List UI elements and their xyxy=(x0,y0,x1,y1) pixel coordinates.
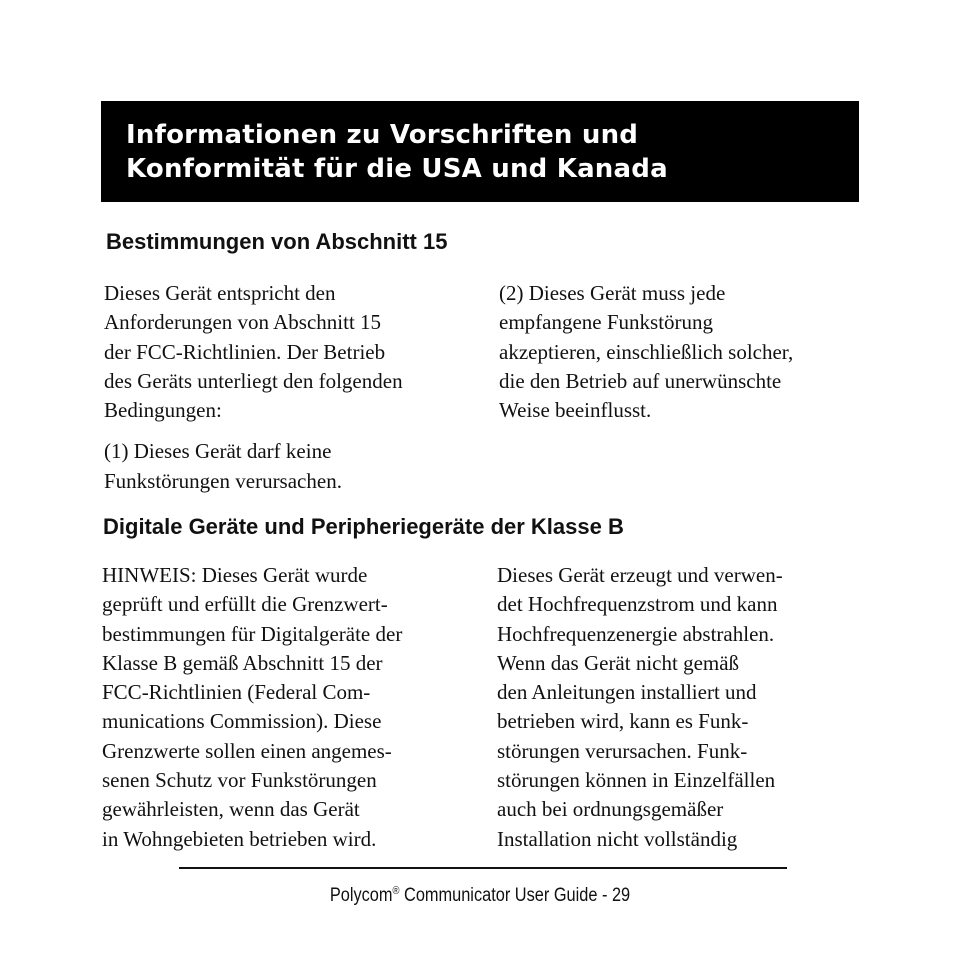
text-line: (1) Dieses Gerät darf keine xyxy=(104,439,332,464)
section-banner xyxy=(101,101,859,202)
footer-brand: Polycom xyxy=(329,885,393,906)
text-line: Weise beeinflusst. xyxy=(499,398,652,423)
text-line: Wenn das Gerät nicht gemäß xyxy=(497,650,740,675)
text-line: bestimmungen für Digitalgeräte der xyxy=(102,621,403,646)
registered-trademark-symbol: ® xyxy=(392,885,400,897)
footer-guide-title-page-number: Communicator User Guide - 29 xyxy=(399,885,631,906)
part15-intro-paragraph xyxy=(104,279,484,425)
text-line: gewährleisten, wenn das Gerät xyxy=(102,797,360,822)
footer-divider xyxy=(179,867,787,869)
text-line: Dieses Gerät erzeugt und verwen- xyxy=(497,563,783,587)
section-heading-part15: Bestimmungen von Abschnitt 15 xyxy=(106,229,448,254)
text-line: Dieses Gerät entspricht den xyxy=(104,281,336,305)
section-heading-class-b: Digitale Geräte und Peripheriegeräte der Klasse B xyxy=(103,514,624,539)
text-line: Anforderungen von Abschnitt 15 xyxy=(104,310,382,335)
text-line: FCC-Richtlinien (Federal Com- xyxy=(102,680,371,705)
text-line: munications Commission). Diese xyxy=(102,709,382,734)
text-line: Bedingungen: xyxy=(104,398,222,423)
part15-condition-1 xyxy=(104,437,484,496)
text-line: det Hochfrequenzstrom und kann xyxy=(497,592,778,617)
text-line: empfangene Funkstörung xyxy=(499,310,714,335)
text-line: senen Schutz vor Funkstörungen xyxy=(102,768,377,793)
text-line: HINWEIS: Dieses Gerät wurde xyxy=(102,563,368,587)
text-line: in Wohngebieten betrieben wird. xyxy=(102,826,377,851)
text-line: den Anleitungen installiert und xyxy=(497,680,757,705)
part15-condition-2 xyxy=(499,279,879,425)
banner-title-line-1: Informationen zu Vorschriften und xyxy=(126,120,639,150)
text-line: akzeptieren, einschließlich solcher, xyxy=(499,339,794,364)
text-line: geprüft und erfüllt die Grenzwert- xyxy=(102,592,388,617)
text-line: auch bei ordnungsgemäßer xyxy=(497,797,724,822)
class-b-notice-paragraph xyxy=(102,561,482,854)
class-b-column-right xyxy=(497,561,877,854)
text-line: störungen können in Einzelfällen xyxy=(497,768,776,793)
text-line: die den Betrieb auf unerwünschte xyxy=(499,368,782,393)
text-line: des Geräts unterliegt den folgenden xyxy=(104,368,403,393)
class-b-column-left xyxy=(102,561,482,854)
class-b-radio-paragraph xyxy=(497,561,877,854)
text-line: störungen verursachen. Funk- xyxy=(497,738,748,763)
text-line: der FCC-Richtlinien. Der Betrieb xyxy=(104,339,386,364)
text-line: betrieben wird, kann es Funk- xyxy=(497,709,749,734)
text-line: Installation nicht vollständig xyxy=(497,826,738,851)
banner-title-line-2: Konformität für die USA und Kanada xyxy=(126,154,668,184)
text-line: Klasse B gemäß Abschnitt 15 der xyxy=(102,650,383,675)
text-line: Funkstörungen verursachen. xyxy=(104,468,342,493)
text-line: Hochfrequenzenergie abstrahlen. xyxy=(497,621,775,646)
text-line: (2) Dieses Gerät muss jede xyxy=(499,281,726,305)
part15-column-right xyxy=(499,279,879,425)
part15-column-left xyxy=(104,279,484,496)
text-line: Grenzwerte sollen einen angemes- xyxy=(102,738,392,763)
page-footer xyxy=(67,883,893,909)
